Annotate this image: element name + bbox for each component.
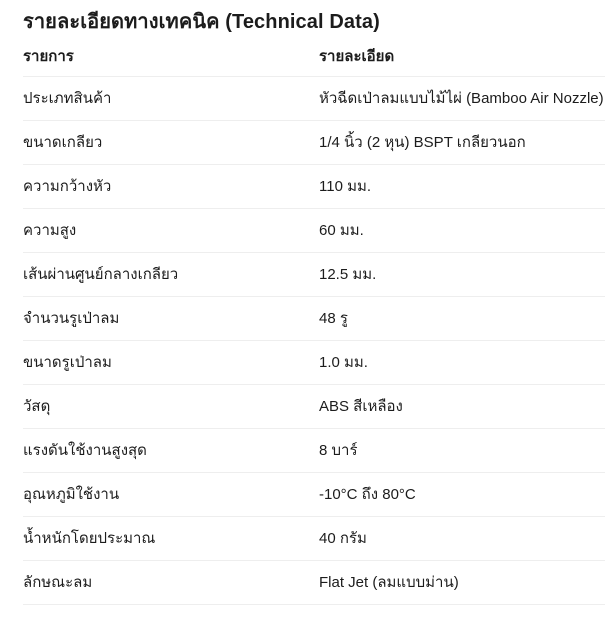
- table-row: [23, 253, 605, 297]
- spec-detail-cell: 1/4 นิ้ว (2 หุน) BSPT เกลียวนอก: [319, 121, 605, 165]
- table-row: [23, 341, 605, 385]
- table-row: [23, 473, 605, 517]
- spec-item-cell: วัสดุ: [23, 385, 319, 429]
- column-header-item: รายการ: [23, 35, 319, 77]
- spec-detail-cell: ABS สีเหลือง: [319, 385, 605, 429]
- spec-item-cell: อุณหภูมิใช้งาน: [23, 473, 319, 517]
- column-header-detail: รายละเอียด: [319, 35, 605, 77]
- table-header-row: [23, 35, 605, 77]
- table-row: [23, 517, 605, 561]
- spec-detail-cell: 1.0 มม.: [319, 341, 605, 385]
- spec-item-cell: จำนวนรูเป่าลม: [23, 297, 319, 341]
- spec-detail-cell: 40 กรัม: [319, 517, 605, 561]
- spec-item-cell: แรงดันใช้งานสูงสุด: [23, 429, 319, 473]
- spec-item-cell: ความกว้างหัว: [23, 165, 319, 209]
- spec-detail-cell: 60 มม.: [319, 209, 605, 253]
- spec-item-cell: ประเภทสินค้า: [23, 77, 319, 121]
- spec-item-cell: เส้นผ่านศูนย์กลางเกลียว: [23, 253, 319, 297]
- spec-detail-cell: 110 มม.: [319, 165, 605, 209]
- spec-detail-cell: 12.5 มม.: [319, 253, 605, 297]
- spec-detail-cell: 8 บาร์: [319, 429, 605, 473]
- page-title: รายละเอียดทางเทคนิค (Technical Data): [23, 11, 380, 33]
- table-row: [23, 429, 605, 473]
- spec-item-cell: ความสูง: [23, 209, 319, 253]
- technical-data-table: [23, 35, 605, 605]
- spec-item-cell: ลักษณะลม: [23, 561, 319, 605]
- spec-item-cell: ขนาดเกลียว: [23, 121, 319, 165]
- spec-detail-cell: -10°C ถึง 80°C: [319, 473, 605, 517]
- table-row: [23, 121, 605, 165]
- spec-detail-cell: 48 รู: [319, 297, 605, 341]
- spec-detail-cell: Flat Jet (ลมแบบม่าน): [319, 561, 605, 605]
- table-row: [23, 165, 605, 209]
- spec-item-cell: ขนาดรูเป่าลม: [23, 341, 319, 385]
- table-row: [23, 385, 605, 429]
- spec-item-cell: น้ำหนักโดยประมาณ: [23, 517, 319, 561]
- spec-detail-cell: หัวฉีดเป่าลมแบบไม้ไผ่ (Bamboo Air Nozzle): [319, 77, 605, 121]
- table-row: [23, 77, 605, 121]
- table-row: [23, 209, 605, 253]
- table-row: [23, 561, 605, 605]
- table-row: [23, 297, 605, 341]
